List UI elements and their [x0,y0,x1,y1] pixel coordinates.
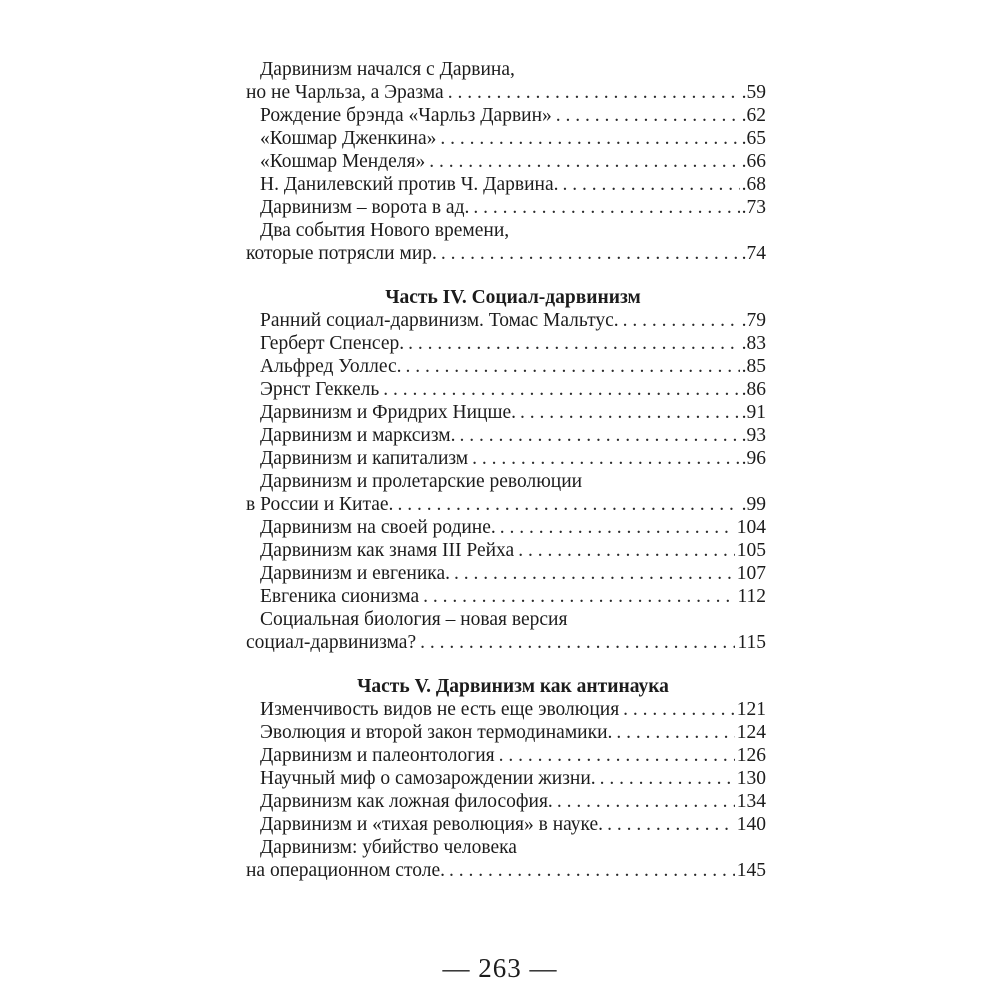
toc-entry-title: Изменчивость видов не есть еще эволюция [260,699,620,720]
dot-leader [612,721,734,744]
dot-leader [437,242,740,265]
toc-entry-title: социал-дарвинизма? [246,632,417,653]
toc-page-number: 105 [736,540,766,561]
toc-page-number: .73 [741,197,766,218]
dot-leader [619,698,735,721]
toc-entry-title: Дарвинизм как ложная философия. [260,791,553,812]
toc-page-number: .65 [741,128,766,149]
toc-page-number: 130 [736,768,766,789]
toc-page-number: .74 [741,243,766,264]
toc-entry-line [246,562,766,585]
toc-entry-title: Н. Данилевский против Ч. Дарвина. [260,174,559,195]
dot-leader [596,767,735,790]
toc-page-number: 121 [736,699,766,720]
toc-entry-line [246,539,766,562]
toc-entry-title: Два события Нового времени, [260,220,510,241]
toc-page-number: .68 [741,174,766,195]
toc-entry-line [246,127,766,150]
dot-leader [393,493,739,516]
toc-entry-line [246,608,766,631]
toc-entry-title: Альфред Уоллес. [260,356,402,377]
dot-leader [379,378,739,401]
toc-entry-title: Эрнст Геккель [260,379,380,400]
dot-leader [444,81,740,104]
part-heading: Часть V. Дарвинизм как антинаука [357,676,669,697]
toc-page-number: .59 [741,82,766,103]
toc-page-number: .86 [741,379,766,400]
dot-leader [436,127,739,150]
toc-entry-line [246,516,766,539]
toc-entry-line [246,767,766,790]
toc-entry-line [246,355,766,378]
toc-entry-line [246,447,766,470]
toc-entry-line [246,698,766,721]
dot-leader [456,424,740,447]
toc-page-number: 104 [736,517,766,538]
toc-entry-title: Дарвинизм начался с Дарвина, [260,59,515,80]
toc-entry-title: Эволюция и второй закон термодинамики. [260,722,613,743]
toc-page-number: 112 [737,586,766,607]
dot-leader [402,355,740,378]
toc-entry-line [246,378,766,401]
dot-leader [496,516,735,539]
toc-entry-line [246,493,766,516]
toc-entry-title: Дарвинизм и «тихая революция» в науке. [260,814,604,835]
toc-entry-title: Рождение брэнда «Чарльз Дарвин» [260,105,552,126]
dot-leader [416,631,735,654]
toc-page-number: 126 [736,745,766,766]
toc-entry-title: Герберт Спенсер. [260,333,405,354]
table-of-contents [246,58,766,882]
toc-page-number: .79 [741,310,766,331]
toc-entry-line [246,424,766,447]
dot-leader [619,309,740,332]
dot-leader [404,332,740,355]
toc-entry-title: в России и Китае. [246,494,394,515]
dot-leader [468,447,739,470]
toc-entry-title: Научный миф о самозарождении жизни. [260,768,596,789]
toc-entry-line [246,631,766,654]
toc-entry-line [246,836,766,859]
toc-entry-title: Дарвинизм и палеонтология [260,745,495,766]
toc-entry-line [246,332,766,355]
dot-leader [469,196,739,219]
dot-leader [553,790,735,813]
dot-leader [425,150,739,173]
toc-entry-title: Дарвинизм и марксизм. [260,425,456,446]
toc-page-number: .85 [741,356,766,377]
toc-entry-line [246,150,766,173]
toc-page-number: 107 [736,563,766,584]
dot-leader [516,401,740,424]
dot-leader [419,585,735,608]
toc-page-number: .62 [741,105,766,126]
toc-page-number: 124 [736,722,766,743]
toc-entry-line [246,470,766,493]
toc-entry-line [246,104,766,127]
dot-leader [514,539,735,562]
toc-entry-title: Ранний социал-дарвинизм. Томас Мальтус. [260,310,619,331]
toc-entry-title: но не Чарльза, а Эразма [246,82,444,103]
toc-entry-title: «Кошмар Дженкина» [260,128,437,149]
toc-entry-line [246,813,766,836]
toc-entry-line [246,196,766,219]
toc-entry-title: Дарвинизм и Фридрих Ницше. [260,402,516,423]
toc-entry-line [246,790,766,813]
toc-entry-title: Дарвинизм и евгеника. [260,563,451,584]
toc-entry-line [246,173,766,196]
toc-entry-title: на операционном столе. [246,860,445,881]
toc-entry-line [246,401,766,424]
toc-entry-line [246,58,766,81]
toc-entry-title: Дарвинизм и капитализм [260,448,469,469]
dot-leader [445,859,735,882]
toc-entry-line [246,859,766,882]
dot-leader [558,173,739,196]
toc-page-number: 134 [736,791,766,812]
toc-entry-title: «Кошмар Менделя» [260,151,426,172]
toc-page-number: 140 [736,814,766,835]
toc-page-number: 145 [736,860,766,881]
toc-entry-line [246,242,766,265]
dot-leader [495,744,735,767]
toc-page-number: 115 [737,632,766,653]
toc-entry-title: которые потрясли мир. [246,243,437,264]
toc-entry-title: Дарвинизм на своей родине. [260,517,496,538]
toc-entry-line [246,81,766,104]
page-number: — 263 — [442,953,558,983]
dot-leader [603,813,735,836]
toc-entry-title: Дарвинизм как знамя III Рейха [260,540,515,561]
toc-page-number: .96 [741,448,766,469]
toc-entry-line [246,309,766,332]
toc-entry-title: Дарвинизм и пролетарские революции [260,471,583,492]
toc-page-number: .99 [741,494,766,515]
toc-entry-title: Социальная биология – новая версия [260,609,568,630]
dot-leader [552,104,740,127]
toc-entry-title: Евгеника сионизма [260,586,420,607]
toc-page-number: .83 [741,333,766,354]
toc-entry-line [246,721,766,744]
toc-entry-title: Дарвинизм – ворота в ад. [260,197,470,218]
part-heading: Часть IV. Социал-дарвинизм [385,287,641,308]
toc-entry-line [246,219,766,242]
toc-entry-title: Дарвинизм: убийство человека [260,837,517,858]
dot-leader [450,562,735,585]
toc-entry-line [246,585,766,608]
toc-page-number: .91 [741,402,766,423]
toc-entry-line [246,744,766,767]
toc-page-number: .93 [741,425,766,446]
toc-page-number: .66 [741,151,766,172]
